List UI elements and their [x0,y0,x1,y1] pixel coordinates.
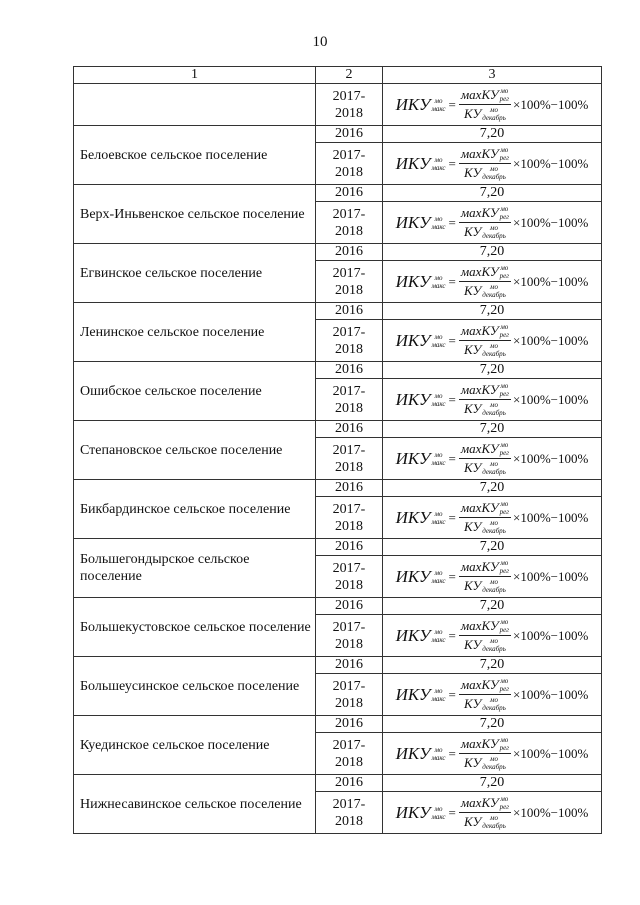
settlement-name: Белоевское сельское поселение [74,126,316,185]
year-cell: 2016 [316,657,383,674]
formula-fraction [459,87,511,122]
formula-numerator: махКУ [460,146,499,161]
formula-den-sub: декабрь [482,409,506,417]
index-formula [396,205,589,240]
formula-numerator: махКУ [460,618,499,633]
formula-numerator: махКУ [460,323,499,338]
formula-rest: ×100%−100% [513,273,589,289]
formula-den-sup: мо [490,342,499,350]
formula-lhs: ИКУ [395,625,431,645]
formula-cell [383,202,602,244]
formula-den-sup: мо [490,755,499,763]
formula-fraction [459,795,511,830]
formula-lhs-sub: макс [431,104,446,113]
formula-denominator: КУ [464,283,482,298]
formula-lhs-sub: макс [431,694,446,703]
formula-den-sup: мо [490,696,499,704]
index-formula [396,146,589,181]
formula-cell [383,733,602,775]
formula-denominator: КУ [464,578,482,593]
index-formula [396,441,589,476]
formula-lhs-sub: макс [431,163,446,172]
formula-den-sup: мо [490,224,499,232]
value-cell: 7,20 [383,716,602,733]
formula-den-sub: декабрь [482,173,506,181]
formula-fraction [459,677,511,712]
year-range-cell: 2017- 2018 [316,438,383,480]
formula-den-sup: мо [490,401,499,409]
settlement-name: Егвинское сельское поселение [74,244,316,303]
formula-rest: ×100%−100% [513,509,589,525]
formula-cell [383,497,602,539]
formula-lhs-sup: мо [434,214,443,223]
formula-eq: = [448,804,456,820]
empty-name-cell [74,84,316,126]
table-row [74,657,602,674]
formula-denominator: КУ [464,342,482,357]
formula-cell [383,438,602,480]
formula-lhs-sub: макс [431,517,446,526]
index-formula [396,264,589,299]
formula-den-sub: декабрь [482,645,506,653]
settlements-table [73,66,602,834]
formula-num-sub: рег [499,685,509,693]
formula-num-sup: мо [500,618,509,626]
settlement-name: Верх-Иньвенское сельское поселение [74,185,316,244]
value-cell: 7,20 [383,362,602,379]
formula-den-sup: мо [490,106,499,114]
year-range-cell: 2017- 2018 [316,261,383,303]
table-row [74,126,602,143]
formula-lhs: ИКУ [395,330,431,350]
formula-eq: = [448,627,456,643]
formula-lhs: ИКУ [395,271,431,291]
value-cell: 7,20 [383,598,602,615]
formula-num-sup: мо [500,323,509,331]
formula-numerator: махКУ [460,264,499,279]
formula-num-sup: мо [500,559,509,567]
formula-num-sup: мо [500,146,509,154]
year-range-cell: 2017- 2018 [316,84,383,126]
formula-num-sub: рег [499,567,509,575]
formula-num-sup: мо [500,677,509,685]
formula-den-sub: декабрь [482,291,506,299]
formula-denominator: КУ [464,755,482,770]
formula-cell [383,143,602,185]
formula-lhs-sup: мо [434,686,443,695]
formula-eq: = [448,686,456,702]
formula-num-sub: рег [499,508,509,516]
formula-num-sup: мо [500,264,509,272]
year-range-cell: 2017- 2018 [316,615,383,657]
table-row [74,598,602,615]
formula-eq: = [448,155,456,171]
formula-den-sup: мо [490,165,499,173]
formula-fraction [459,323,511,358]
index-formula [396,736,589,771]
year-range-cell: 2017- 2018 [316,202,383,244]
formula-den-sub: декабрь [482,350,506,358]
formula-lhs-sub: макс [431,281,446,290]
index-formula [396,795,589,830]
formula-rest: ×100%−100% [513,96,589,112]
formula-den-sub: декабрь [482,232,506,240]
formula-lhs-sup: мо [434,568,443,577]
index-formula [396,677,589,712]
index-formula [396,323,589,358]
formula-lhs-sup: мо [434,627,443,636]
formula-denominator: КУ [464,165,482,180]
formula-num-sup: мо [500,205,509,213]
formula-lhs: ИКУ [395,743,431,763]
formula-lhs: ИКУ [395,212,431,232]
formula-lhs-sub: макс [431,753,446,762]
formula-lhs-sub: макс [431,812,446,821]
formula-numerator: махКУ [460,677,499,692]
formula-numerator: махКУ [460,87,499,102]
formula-denominator: КУ [464,460,482,475]
year-cell: 2016 [316,775,383,792]
formula-num-sub: рег [499,154,509,162]
formula-lhs-sup: мо [434,332,443,341]
formula-cell [383,674,602,716]
formula-denominator: КУ [464,401,482,416]
value-cell: 7,20 [383,539,602,556]
formula-lhs-sup: мо [434,745,443,754]
formula-rest: ×100%−100% [513,804,589,820]
formula-fraction [459,382,511,417]
value-cell: 7,20 [383,775,602,792]
table-row [74,185,602,202]
formula-num-sub: рег [499,449,509,457]
formula-fraction [459,736,511,771]
formula-lhs-sup: мо [434,273,443,282]
table-row [74,775,602,792]
formula-denominator: КУ [464,106,482,121]
formula-den-sub: декабрь [482,586,506,594]
formula-eq: = [448,273,456,289]
formula-rest: ×100%−100% [513,450,589,466]
value-cell: 7,20 [383,185,602,202]
formula-rest: ×100%−100% [513,745,589,761]
formula-rest: ×100%−100% [513,568,589,584]
year-range-cell: 2017- 2018 [316,379,383,421]
formula-lhs-sub: макс [431,458,446,467]
formula-numerator: махКУ [460,500,499,515]
year-cell: 2016 [316,421,383,438]
formula-lhs-sub: макс [431,399,446,408]
formula-lhs: ИКУ [395,448,431,468]
table-row [74,480,602,497]
settlement-name: Степановское сельское поселение [74,421,316,480]
formula-num-sub: рег [499,272,509,280]
formula-lhs: ИКУ [395,684,431,704]
index-formula [396,618,589,653]
formula-numerator: махКУ [460,382,499,397]
formula-eq: = [448,96,456,112]
year-cell: 2016 [316,303,383,320]
formula-lhs-sup: мо [434,509,443,518]
formula-rest: ×100%−100% [513,214,589,230]
year-cell: 2016 [316,716,383,733]
year-cell: 2016 [316,539,383,556]
formula-eq: = [448,509,456,525]
formula-den-sup: мо [490,283,499,291]
formula-num-sup: мо [500,736,509,744]
header-col-1: 1 [74,67,316,84]
settlement-name: Большекустовское сельское поселение [74,598,316,657]
header-row [74,67,602,84]
settlement-name: Большегондырское сельское поселение [74,539,316,598]
formula-den-sup: мо [490,578,499,586]
table-row [74,362,602,379]
value-cell: 7,20 [383,126,602,143]
table-row [74,421,602,438]
table-row [74,244,602,261]
formula-numerator: махКУ [460,205,499,220]
settlement-name: Куединское сельское поселение [74,716,316,775]
year-cell: 2016 [316,598,383,615]
formula-num-sub: рег [499,744,509,752]
formula-cell [383,556,602,598]
value-cell: 7,20 [383,657,602,674]
year-cell: 2016 [316,244,383,261]
formula-fraction [459,264,511,299]
formula-numerator: махКУ [460,441,499,456]
formula-denominator: КУ [464,696,482,711]
formula-lhs-sup: мо [434,391,443,400]
formula-fraction [459,559,511,594]
settlement-name: Ошибское сельское поселение [74,362,316,421]
formula-cell [383,261,602,303]
header-col-2: 2 [316,67,383,84]
formula-lhs-sup: мо [434,155,443,164]
formula-num-sup: мо [500,441,509,449]
formula-denominator: КУ [464,814,482,829]
year-cell: 2016 [316,185,383,202]
year-range-cell: 2017- 2018 [316,556,383,598]
table-row [74,716,602,733]
formula-num-sub: рег [499,331,509,339]
formula-cell [383,320,602,362]
formula-eq: = [448,391,456,407]
index-formula [396,500,589,535]
formula-fraction [459,205,511,240]
value-cell: 7,20 [383,244,602,261]
formula-rest: ×100%−100% [513,391,589,407]
formula-numerator: махКУ [460,795,499,810]
formula-den-sub: декабрь [482,704,506,712]
year-range-cell: 2017- 2018 [316,674,383,716]
year-cell: 2016 [316,362,383,379]
settlement-name: Ленинское сельское поселение [74,303,316,362]
year-range-cell: 2017- 2018 [316,320,383,362]
formula-den-sup: мо [490,460,499,468]
year-range-cell: 2017- 2018 [316,497,383,539]
formula-fraction [459,500,511,535]
formula-num-sup: мо [500,795,509,803]
formula-rest: ×100%−100% [513,332,589,348]
formula-den-sub: декабрь [482,763,506,771]
table-row [74,539,602,556]
formula-fraction [459,618,511,653]
formula-numerator: махКУ [460,559,499,574]
year-range-cell: 2017- 2018 [316,792,383,834]
index-formula [396,559,589,594]
formula-num-sub: рег [499,390,509,398]
table-row [74,303,602,320]
formula-den-sub: декабрь [482,527,506,535]
formula-fraction [459,441,511,476]
year-range-cell: 2017- 2018 [316,733,383,775]
formula-cell [383,792,602,834]
year-range-cell: 2017- 2018 [316,143,383,185]
formula-denominator: КУ [464,519,482,534]
formula-lhs-sup: мо [434,450,443,459]
formula-num-sub: рег [499,803,509,811]
value-cell: 7,20 [383,303,602,320]
year-cell: 2016 [316,126,383,143]
formula-den-sub: декабрь [482,822,506,830]
formula-lhs: ИКУ [395,389,431,409]
formula-lhs: ИКУ [395,802,431,822]
formula-num-sub: рег [499,213,509,221]
formula-eq: = [448,214,456,230]
page-number: 10 [312,34,328,50]
formula-eq: = [448,568,456,584]
table-row [74,84,602,126]
settlement-name: Бикбардинское сельское поселение [74,480,316,539]
formula-den-sup: мо [490,519,499,527]
formula-fraction [459,146,511,181]
formula-eq: = [448,745,456,761]
formula-rest: ×100%−100% [513,155,589,171]
header-col-3: 3 [383,67,602,84]
formula-numerator: махКУ [460,736,499,751]
formula-lhs: ИКУ [395,507,431,527]
formula-lhs-sub: макс [431,635,446,644]
value-cell: 7,20 [383,480,602,497]
formula-cell [383,84,602,126]
formula-rest: ×100%−100% [513,686,589,702]
formula-den-sub: декабрь [482,114,506,122]
formula-num-sup: мо [500,87,509,95]
formula-den-sup: мо [490,637,499,645]
formula-eq: = [448,450,456,466]
formula-num-sup: мо [500,382,509,390]
formula-cell [383,615,602,657]
index-formula [396,382,589,417]
formula-rest: ×100%−100% [513,627,589,643]
formula-den-sup: мо [490,814,499,822]
formula-lhs: ИКУ [395,153,431,173]
formula-lhs-sup: мо [434,96,443,105]
formula-num-sup: мо [500,500,509,508]
formula-lhs: ИКУ [395,94,431,114]
index-formula [396,87,589,122]
settlement-name: Нижнесавинское сельское поселение [74,775,316,834]
formula-den-sub: декабрь [482,468,506,476]
formula-denominator: КУ [464,637,482,652]
formula-lhs-sup: мо [434,804,443,813]
formula-num-sub: рег [499,626,509,634]
formula-lhs-sub: макс [431,340,446,349]
formula-num-sub: рег [499,95,509,103]
settlement-name: Большеусинское сельское поселение [74,657,316,716]
formula-lhs-sub: макс [431,576,446,585]
value-cell: 7,20 [383,421,602,438]
formula-lhs: ИКУ [395,566,431,586]
formula-eq: = [448,332,456,348]
formula-denominator: КУ [464,224,482,239]
formula-cell [383,379,602,421]
year-cell: 2016 [316,480,383,497]
formula-lhs-sub: макс [431,222,446,231]
